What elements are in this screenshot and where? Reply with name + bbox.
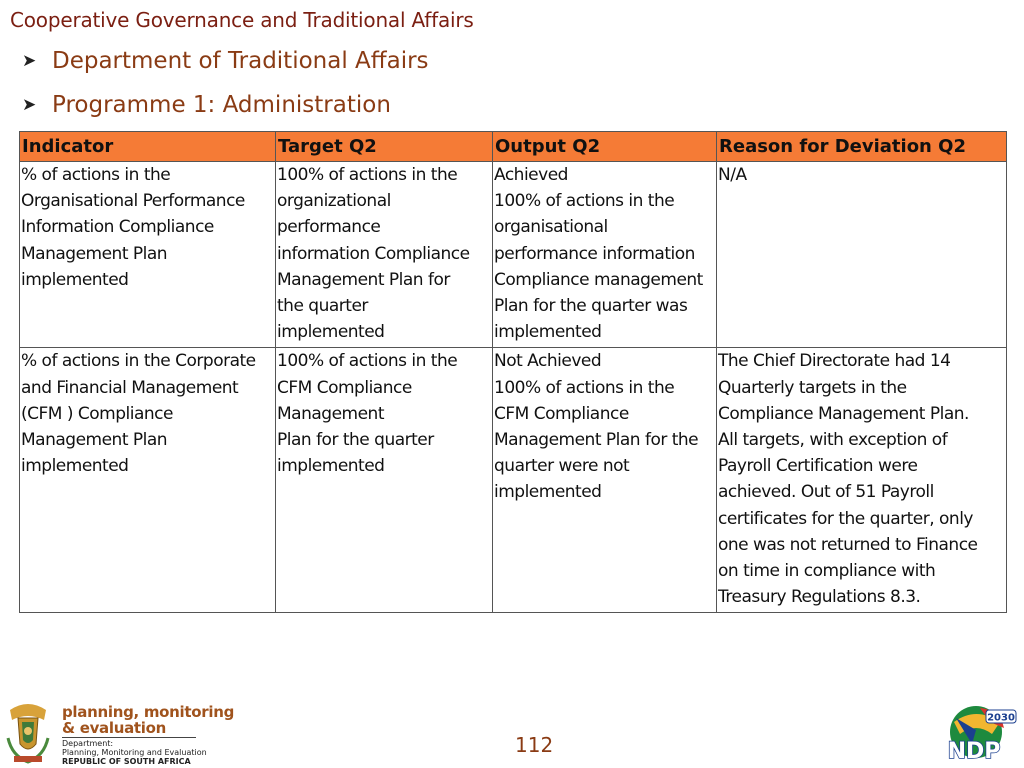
column-header-indicator: Indicator [20,132,276,162]
bullet-programme [22,92,391,118]
column-header-output: Output Q2 [493,132,717,162]
ndp-2030-logo-icon [946,700,1018,764]
performance-table [19,131,1007,613]
department-caption: Department: [62,739,114,748]
cell-reason: The Chief Directorate had 14 Quarterly targets in the Compliance Management Plan. All targets, with exception of Payroll Certification were achieved. Out of 51 Payroll certificates for the quarter, only one was not returned to Finance on time in compliance with Treasury Regulations 8.3. [717,348,1007,613]
cell-reason: N/A [717,162,1007,348]
country-name: REPUBLIC OF SOUTH AFRICA [62,757,191,766]
cell-target: 100% of actions in the organizational performance information Compliance Management Plan for the quarter implemented [276,162,493,348]
column-header-target: Target Q2 [276,132,493,162]
cell-target: 100% of actions in the CFM Compliance Management Plan for the quarter implemented [276,348,493,613]
table-header-row [20,132,1007,162]
cell-indicator: % of actions in the Organisational Performance Information Compliance Management Plan implemented [20,162,276,348]
page-number: 112 [515,733,554,757]
column-header-reason: Reason for Deviation Q2 [717,132,1007,162]
table-row [20,348,1007,613]
bullet-text: Department of Traditional Affairs [52,48,429,74]
slide-title: Cooperative Governance and Traditional Affairs [10,8,474,32]
logo-text-evaluation: & evaluation [62,719,167,737]
ndp-year: 2030 [987,712,1015,724]
cell-output: Achieved 100% of actions in the organisational performance information Compliance management Plan for the quarter was implemented [493,162,717,348]
ndp-text: NDP [947,739,1001,764]
department-name: Planning, Monitoring and Evaluation [62,748,207,757]
table-row [20,162,1007,348]
logo-divider [62,737,196,738]
bullet-text: Programme 1: Administration [52,92,391,118]
bullet-department [22,48,429,74]
arrow-bullet-icon: ➤ [22,51,37,71]
department-label [62,739,207,766]
cell-indicator: % of actions in the Corporate and Financial Management (CFM ) Compliance Management Plan implemented [20,348,276,613]
arrow-bullet-icon: ➤ [22,95,37,115]
logo-text-planning: planning, monitoring [62,703,235,721]
cell-output: Not Achieved 100% of actions in the CFM Compliance Management Plan for the quarter were not implemented [493,348,717,613]
